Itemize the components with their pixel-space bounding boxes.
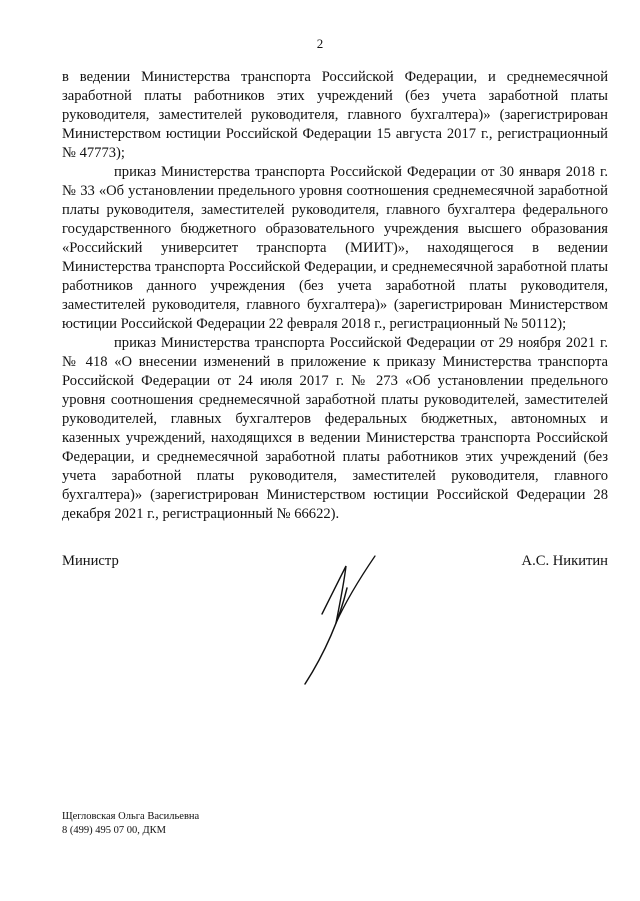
executor-footer — [62, 810, 199, 838]
signatory-position: Министр — [62, 553, 119, 569]
executor-name: Щегловская Ольга Васильевна — [62, 811, 200, 822]
paragraph-continuation: в ведении Министерства транспорта Российской Федерации, и среднемесячной заработной платы работников этих учреждений (без учета заработной платы руководителя, заместителей руководителя, главного бухгалтера)» (зарегистрирован Министерством юстиции Российской Федерации 15 августа 2017 г., регистрационный № 47773); — [62, 69, 608, 161]
executor-contact: 8 (499) 495 07 00, ДКМ — [62, 825, 166, 836]
paragraph-order-418: приказ Министерства транспорта Российской Федерации от 29 ноября 2021 г. № 418 «О внесении изменений в приложение к приказу Министерства транспорта Российской Федерации от 24 июля 2017 г. № 273 «Об установлении предельного уровня соотношения среднемесячной заработной платы руководителей, заместителей руководителей, главных бухгалтеров федеральных бюджетных, автономных и казенных учреждений, находящихся в ведении Министерства транспорта Российской Федерации, и среднемесячной заработной платы работников этих учреждений (без учета заработной платы руководителя, заместителей руководителя, главного бухгалтера)» (зарегистрирован Министерством юстиции Российской Федерации 28 декабря 2021 г., регистрационный № 66622). — [62, 335, 608, 522]
document-body — [62, 68, 608, 524]
page-number: 2 — [316, 36, 324, 51]
paragraph-order-33: приказ Министерства транспорта Российской Федерации от 30 января 2018 г. № 33 «Об установлении предельного уровня соотношения среднемесячной заработной платы руководителя, заместителей руководителя, главного бухгалтера федерального государственного бюджетного образовательного учреждения высшего образования «Российский университет транспорта (МИИТ)», находящегося в ведении Министерства транспорта Российской Федерации, и среднемесячной заработной платы работников данного учреждения (без учета заработной платы руководителя, заместителей руководителя, главного бухгалтера)» (зарегистрирован Министерством юстиции Российской Федерации 22 февраля 2018 г., регистрационный № 50112); — [62, 164, 608, 332]
signatory-name: А.С. Никитин — [521, 553, 608, 569]
handwritten-signature — [300, 548, 390, 688]
